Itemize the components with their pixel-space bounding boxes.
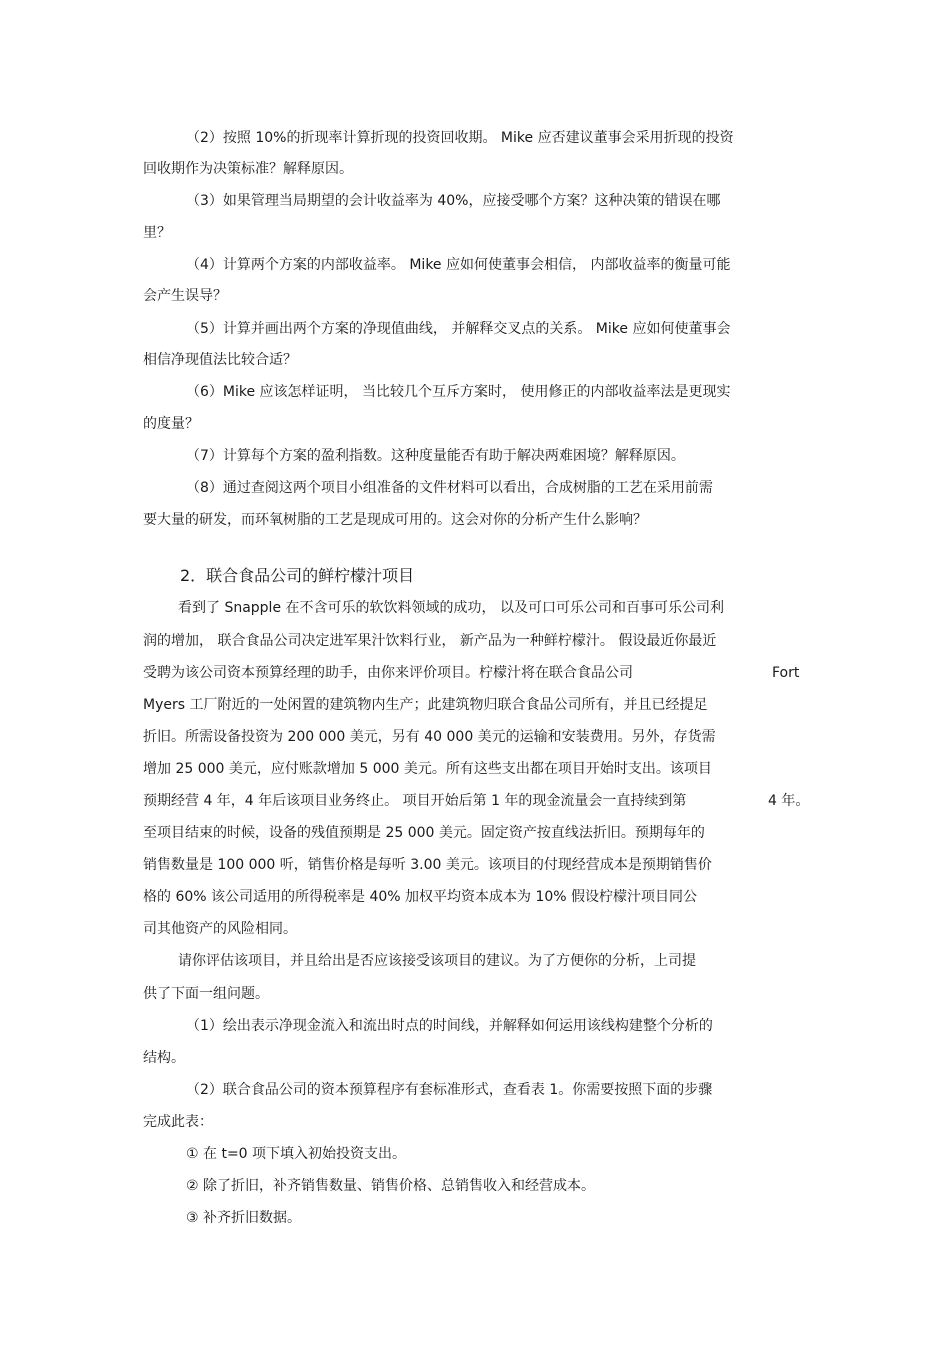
question-3-line-1: （3）如果管理当局期望的会计收益率为 40%，应接受哪个方案？这种决策的错误在哪 (186, 193, 721, 209)
step-2: ② 除了折旧，补齐销售数量、销售价格、总销售收入和经营成本。 (186, 1178, 595, 1194)
case-paragraph-line-1: 看到了 Snapple 在不含可乐的软饮料领域的成功， 以及可口可乐公司和百事可乐公司利 (178, 600, 724, 616)
case-paragraph-line-10: 格的 60% 该公司适用的所得税率是 40% 加权平均资本成本为 10% 假设柠檬汁项目同公 (143, 889, 698, 905)
case-paragraph-line-2: 润的增加， 联合食品公司决定进军果汁饮料行业， 新产品为一种鲜柠檬汁。 假设最近你最近 (143, 633, 717, 649)
sub-question-1-line-2: 结构。 (143, 1050, 185, 1066)
question-2-line-1: （2）按照 10%的折现率计算折现的投资回收期。 Mike 应否建议董事会采用折现的投资 (186, 130, 734, 146)
question-8-line-1: （8）通过查阅这两个项目小组准备的文件材料可以看出，合成树脂的工艺在采用前需 (186, 480, 713, 496)
step-1: ① 在 t=0 项下填入初始投资支出。 (186, 1146, 407, 1162)
case-paragraph-line-8: 至项目结束的时候，设备的残值预期是 25 000 美元。固定资产按直线法折旧。预期每年的 (143, 825, 705, 841)
case-paragraph-line-4: Myers 工厂附近的一处闲置的建筑物内生产；此建筑物归联合食品公司所有，并且已经提足 (143, 697, 708, 713)
step-3: ③ 补齐折旧数据。 (186, 1210, 302, 1226)
sub-question-2-line-1: （2）联合食品公司的资本预算程序有套标准形式，查看表 1。你需要按照下面的步骤 (186, 1082, 713, 1098)
sub-question-1-line-1: （1）绘出表示净现金流入和流出时点的时间线，并解释如何运用该线构建整个分析的 (186, 1018, 713, 1034)
instruction-line-2: 供了下面一组问题。 (143, 986, 269, 1002)
case-paragraph-line-7: 预期经营 4 年，4 年后该项目业务终止。 项目开始后第 1 年的现金流量会一直持续到第 (143, 793, 687, 809)
section-heading: 2．联合食品公司的鲜柠檬汁项目 (180, 566, 415, 585)
case-paragraph-line-3: 受聘为该公司资本预算经理的助手，由你来评价项目。柠檬汁将在联合食品公司 (143, 665, 633, 681)
question-4-line-2: 会产生误导？ (143, 288, 227, 304)
case-paragraph-line-11: 司其他资产的风险相同。 (143, 921, 297, 937)
question-6-line-1: （6）Mike 应该怎样证明， 当比较几个互斥方案时， 使用修正的内部收益率法是更现实 (186, 384, 731, 400)
question-4-line-1: （4）计算两个方案的内部收益率。 Mike 应如何使董事会相信， 内部收益率的衡量可能 (186, 257, 731, 273)
case-paragraph-line-7-end: 4 年。 (768, 793, 810, 809)
question-8-line-2: 要大量的研发，而环氧树脂的工艺是现成可用的。这会对你的分析产生什么影响？ (143, 512, 647, 528)
question-6-line-2: 的度量？ (143, 416, 199, 432)
case-paragraph-line-5: 折旧。所需设备投资为 200 000 美元，另有 40 000 美元的运输和安装费用。另外，存货需 (143, 729, 716, 745)
question-3-line-2: 里？ (143, 225, 171, 241)
instruction-line-1: 请你评估该项目，并且给出是否应该接受该项目的建议。为了方便你的分析，上司提 (178, 953, 696, 969)
case-paragraph-line-3-end: Fort (772, 665, 800, 681)
question-5-line-1: （5）计算并画出两个方案的净现值曲线， 并解释交叉点的关系。 Mike 应如何使董事会 (186, 321, 731, 337)
case-paragraph-line-6: 增加 25 000 美元，应付账款增加 5 000 美元。所有这些支出都在项目开始时支出。该项目 (143, 761, 712, 777)
sub-question-2-line-2: 完成此表： (143, 1114, 213, 1130)
case-paragraph-line-9: 销售数量是 100 000 听，销售价格是每听 3.00 美元。该项目的付现经营成本是预期销售价 (143, 857, 712, 873)
question-7-line: （7）计算每个方案的盈利指数。这种度量能否有助于解决两难困境？解释原因。 (186, 448, 685, 464)
question-2-line-2: 回收期作为决策标准？解释原因。 (143, 161, 353, 177)
question-5-line-2: 相信净现值法比较合适？ (143, 352, 297, 368)
